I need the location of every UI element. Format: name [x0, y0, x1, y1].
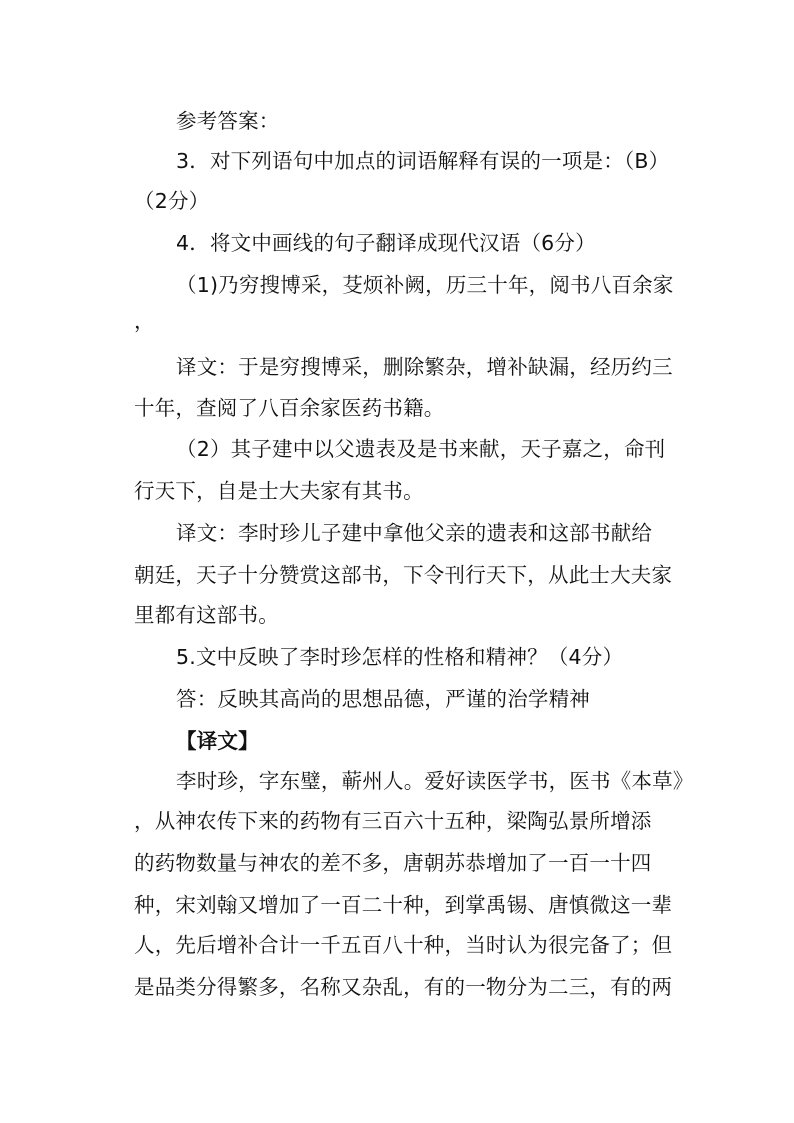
translation-paragraph-line-2: ，从神农传下来的药物有三百六十五种，梁陶弘景所增添: [134, 809, 652, 833]
sentence-2-continuation: 行天下，自是士大夫家有其书。: [134, 479, 424, 503]
question-4: 4．将文中画线的句子翻译成现代汉语（6分）: [176, 231, 596, 255]
question-3: 3．对下列语句中加点的词语解释有误的一项是：（B）: [176, 149, 670, 173]
translation-paragraph-line-3: 的药物数量与神农的差不多，唐朝苏恭增加了一百一十四: [134, 851, 652, 875]
translation-2: 译文：李时珍儿子建中拿他父亲的遗表和这部书献给: [176, 521, 653, 545]
translation-paragraph-line-5: 人，先后增补合计一千五百八十种，当时认为很完备了；但: [134, 933, 673, 957]
translation-paragraph-line-6: 是品类分得繁多，名称又杂乱，有的一物分为二三，有的两: [134, 975, 673, 999]
translation-heading: 【译文】: [176, 729, 259, 753]
question-5-answer: 答：反映其高尚的思想品德，严谨的治学精神: [176, 687, 590, 711]
translation-1-continuation: 十年，查阅了八百余家医药书籍。: [134, 396, 445, 420]
translation-2-line-3: 里都有这部书。: [134, 603, 279, 627]
answer-heading: 参考答案：: [176, 109, 280, 133]
question-5: 5.文中反映了李时珍怎样的性格和精神？（4分）: [176, 645, 624, 669]
translation-paragraph-line-1: 李时珍，字东璧，蕲州人。爱好读医学书，医书《本草》: [176, 769, 694, 793]
translation-paragraph-line-4: 种，宋刘翰又增加了一百二十种，到掌禹锡、唐慎微这一辈: [134, 893, 673, 917]
translation-2-line-2: 朝廷，天子十分赞赏这部书，下令刊行天下，从此士大夫家: [134, 563, 673, 587]
sentence-1: （1)乃穷搜博采，芟烦补阙，历三十年，阅书八百余家: [176, 273, 674, 297]
question-3-score: （2分）: [134, 189, 210, 213]
sentence-2: （2）其子建中以父遗表及是书来献，天子嘉之，命刊: [176, 437, 666, 461]
translation-1: 译文：于是穷搜博采，删除繁杂，增补缺漏，经历约三: [176, 355, 673, 379]
sentence-1-continuation: ，: [134, 309, 155, 333]
